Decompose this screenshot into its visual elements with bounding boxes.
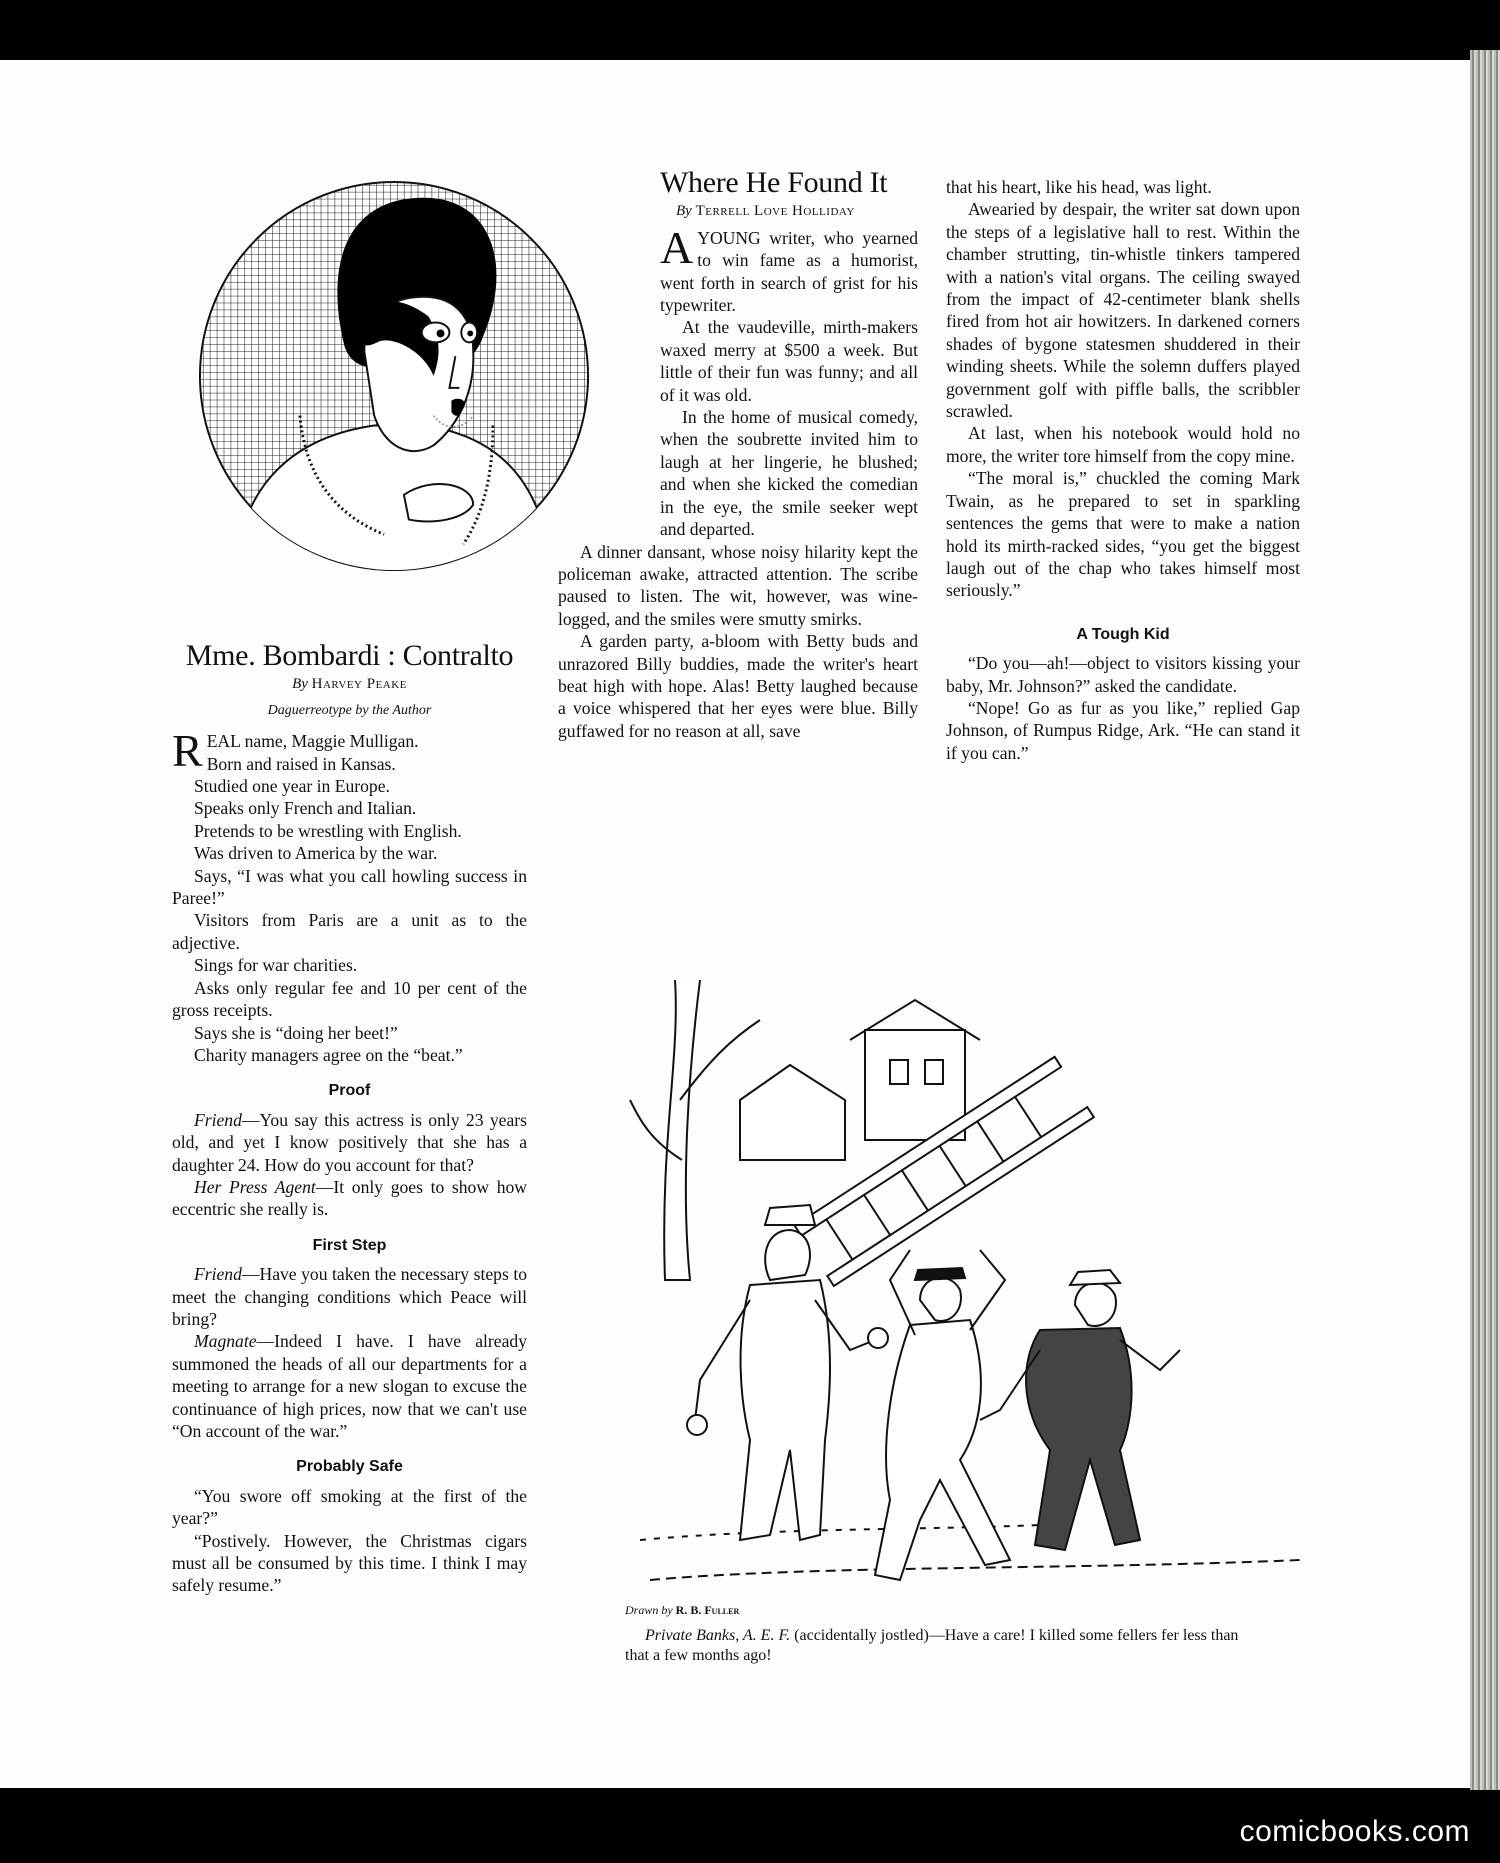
heading-probably-safe: Probably Safe [296, 1458, 403, 1476]
cartoon-credit: Drawn by R. B. Fuller [625, 1603, 740, 1617]
right-paragraph-1: that his heart, like his head, was light. [946, 177, 1212, 197]
right-column [946, 176, 1300, 764]
cartoon-caption [625, 1600, 1245, 1666]
article-title-where-he-found-it: Where He Found It [660, 166, 888, 199]
heading-first-step: First Step [312, 1236, 387, 1254]
right-paragraph-2: Awearied by despair, the writer sat down upon the steps of a legislative hall to rest. Within the chamber strutting, tin-whistle tinkers tampered with a nation's vital organs. The ceiling swayed from the impact of 42-centimeter blank shells fired from hot air howitzers. In darkened corners shades of bygone statesmen shuddered in their winding sheets. While the solemn duffers played government golf with piffle balls, the scribbler scrawled. [946, 199, 1300, 422]
paragraph-11: Says she is “doing her beet!” [194, 1022, 398, 1043]
tough-kid-line-2: “Nope! Go as fur as you like,” replied Gap Johnson, of Rumpus Ridge, Ark. “He can stand it if you can.” [946, 697, 1300, 763]
paragraph-10: Asks only regular fee and 10 per cent of the gross receipts. [172, 977, 527, 1021]
probably-safe-line-2: “Postively. However, the Christmas cigars must all be consumed by this time. I think I may safely resume.” [172, 1530, 527, 1596]
cartoon-illustration [620, 980, 1310, 1600]
heading-tough-kid: A Tough Kid [1076, 625, 1170, 643]
middle-column [558, 166, 918, 742]
middle-paragraph-4: A dinner dansant, whose noisy hilarity kept the policeman awake, attracted attention. The scribe paused to listen. The wit, however, was wine-logged, and the smiles were smutty smirks. [558, 541, 918, 629]
heading-proof: Proof [328, 1082, 371, 1100]
paragraph-9: Sings for war charities. [194, 955, 358, 976]
dropcap-a: A [660, 221, 694, 273]
paragraph-12: Charity managers agree on the “beat.” [194, 1044, 463, 1065]
paragraph-3: Studied one year in Europe. [194, 776, 390, 797]
portrait-illustration [196, 178, 592, 574]
paragraph-8: Visitors from Paris are a unit as to the adjective. [172, 910, 527, 953]
proof-line-2: Her Press Agent—It only goes to show how eccentric she really is. [172, 1176, 527, 1220]
page-edge-right [1470, 50, 1500, 1790]
probably-safe-line-1: “You swore off smoking at the first of the year?” [172, 1485, 527, 1529]
photo-credit: Daguerreotype by the Author [267, 702, 432, 718]
byline-bombardi: By Harvey Peake [292, 676, 407, 693]
paragraph-5: Pretends to be wrestling with English. [194, 820, 462, 841]
byline-holliday: By Terrell Love Holliday [676, 203, 855, 220]
middle-paragraph-1: AYOUNG writer, who yearned to win fame as a humorist, went forth in search of grist for his typewriter. [660, 221, 918, 316]
watermark: comicbooks.com [1239, 1815, 1470, 1848]
right-paragraph-3: At last, when his notebook would hold no more, the writer tore himself from the copy mine. [946, 423, 1300, 466]
left-column [172, 639, 527, 1597]
article-title-bombardi: Mme. Bombardi : Contralto [185, 639, 514, 672]
middle-paragraph-5: A garden party, a-bloom with Betty buds and unrazored Billy buddies, made the writer's heart beat high with hope. Alas! Betty laughed because a voice whispered that her eyes were blue. Billy guffawed for no reason at all, save [558, 631, 918, 741]
paragraph-4: Speaks only French and Italian. [194, 798, 417, 819]
caption-text: Private Banks, A. E. F. (accidentally jostled)—Have a care! I killed some fellers fer less than that a few months ago! [625, 1627, 1239, 1664]
first-step-line-2: Magnate—Indeed I have. I have already summoned the heads of all our departments for a meeting to arrange for a new slogan to excuse the continuance of high prices, now that we can't use “On account of the war.” [172, 1331, 527, 1441]
first-step-line-1: Friend—Have you taken the necessary steps to meet the changing conditions which Peace will bring? [172, 1264, 527, 1329]
proof-line-1: Friend—You say this actress is only 23 years old, and yet I know positively that she has a daughter 24. How do you account for that? [172, 1109, 527, 1175]
middle-paragraph-3: In the home of musical comedy, when the soubrette invited him to laugh at her lingerie, he blushed; and when she kicked the comedian in the eye, the smile seeker wept and departed. [660, 407, 918, 540]
middle-paragraph-2: At the vaudeville, mirth-makers waxed merry at $500 a week. But little of their fun was funny; and all of it was old. [660, 317, 918, 405]
paragraph-1: REAL name, Maggie Mulligan. [172, 725, 419, 777]
paragraph-7: Says, “I was what you call howling success in Paree!” [172, 865, 527, 909]
dropcap-r: R [172, 725, 203, 777]
paragraph-2: Born and raised in Kansas. [206, 753, 396, 774]
right-paragraph-4: “The moral is,” chuckled the coming Mark Twain, as he prepared to set in sparkling sentences the gems that were to make a nation hold its mirth-racked sides, “you get the biggest laugh out of the chap who takes himself most seriously.” [946, 468, 1300, 601]
paragraph-6: Was driven to America by the war. [194, 843, 438, 864]
tough-kid-line-1: “Do you—ah!—object to visitors kissing your baby, Mr. Johnson?” asked the candidate. [946, 653, 1300, 696]
